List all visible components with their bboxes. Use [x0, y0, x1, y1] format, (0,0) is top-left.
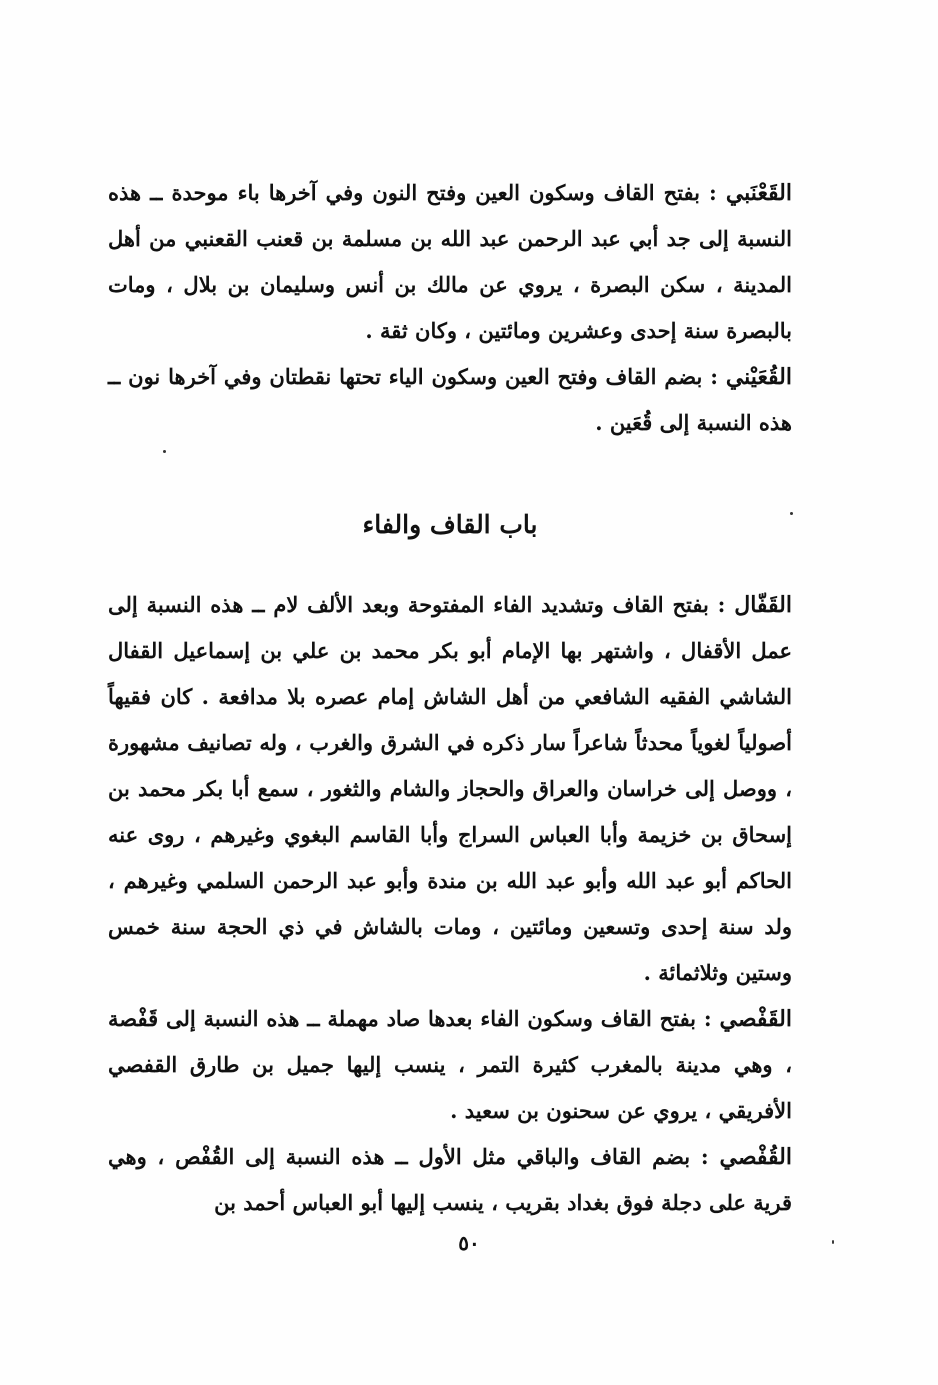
entry-term: القَفْصي: [719, 1006, 792, 1032]
entry-qafsi-fatha: [108, 996, 792, 1134]
scan-speck: [832, 1240, 834, 1244]
entry-term: القَعْنَبي: [725, 180, 792, 206]
entry-qaffal: [108, 582, 792, 996]
entry-qanabi: [108, 170, 792, 354]
entry-text: : بضم القاف وفتح العين وسكون الياء تحتها نقطتان وفي آخرها نون ــ هذه النسبة إلى قُعَين .: [108, 364, 792, 435]
entry-quayni: [108, 354, 792, 446]
entry-term: القَفّال: [734, 592, 792, 618]
entry-term: القُعَيْني: [725, 364, 792, 390]
entries-bottom: [108, 582, 792, 1226]
section-title: باب القاف والفاء: [362, 510, 538, 539]
scan-speck: [790, 512, 793, 515]
scan-speck: [163, 450, 166, 453]
entry-qufsi-damma: [108, 1134, 792, 1226]
entries-top: [108, 170, 792, 446]
entry-text: : بفتح القاف وتشديد الفاء المفتوحة وبعد الألف لام ــ هذه النسبة إلى عمل الأقفال ، واشتهر بها الإمام أبو بكر محمد بن علي بن إسماعيل القفال الشاشي الفقيه الشافعي من أهل الشاش إمام عصره بلا مدافعة . كان فقيهاً أصولياً لغوياً محدثاً شاعراً سار ذكره في الشرق والغرب ، وله تصانيف مشهورة ، ووصل إلى خراسان والعراق والحجاز والشام والثغور ، سمع أبا بكر محمد بن إسحاق بن خزيمة وأبا العباس السراج وأبا القاسم البغوي وغيرهم ، روى عنه الحاكم أبو عبد الله وأبو عبد الله بن مندة وأبو عبد الرحمن السلمي وغيرهم ، ولد سنة إحدى وتسعين ومائتين ، ومات بالشاش في ذي الحجة سنة خمس وستين وثلاثمائة .: [108, 592, 792, 985]
entry-text: : بضم القاف والباقي مثل الأول ــ هذه النسبة إلى القُفْص ، وهي قرية على دجلة فوق بغداد بقريب ، ينسب إليها أبو العباس أحمد بن: [108, 1144, 792, 1215]
entry-text: : بفتح القاف وسكون الفاء بعدها صاد مهملة ــ هذه النسبة إلى قَفْصة ، وهي مدينة بالمغرب كثيرة التمر ، ينسب إليها جميل بن طارق القفصي الأفريقي ، يروي عن سحنون بن سعيد .: [108, 1006, 792, 1123]
entry-term: القُفْصي: [719, 1144, 792, 1170]
page-number: ٥٠: [458, 1231, 480, 1255]
entry-text: : بفتح القاف وسكون العين وفتح النون وفي آخرها باء موحدة ــ هذه النسبة إلى جد أبي عبد الرحمن عبد الله بن مسلمة بن قعنب القعنبي من أهل المدينة ، سكن البصرة ، يروي عن مالك بن أنس وسليمان بن بلال ، ومات بالبصرة سنة إحدى وعشرين ومائتين ، وكان ثقة .: [108, 180, 792, 343]
